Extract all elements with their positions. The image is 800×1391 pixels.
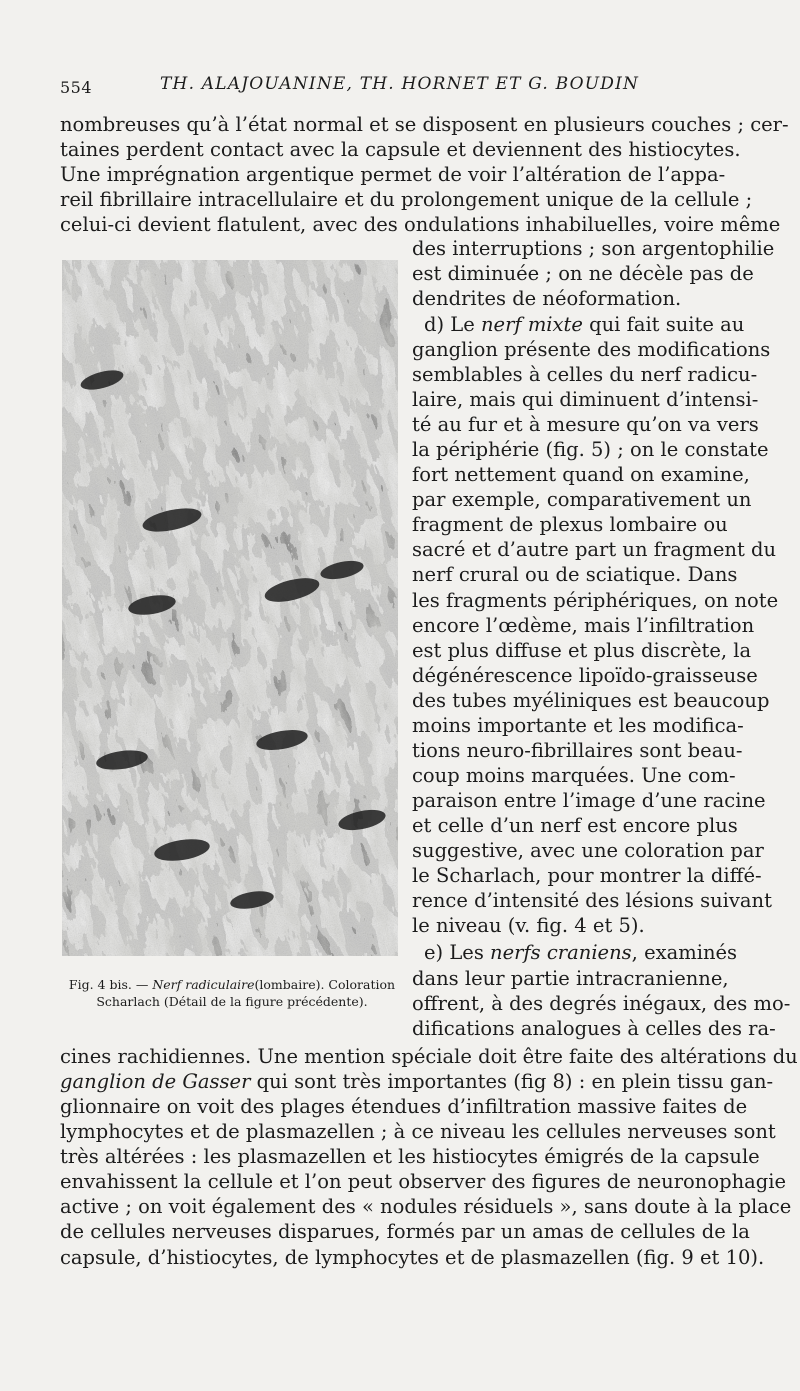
text-line: lymphocytes et de plasmazellen ; à ce niveau les cellules nerveuses sont <box>60 1120 776 1143</box>
text-line: de cellules nerveuses disparues, formés par un amas de cellules de la <box>60 1220 750 1243</box>
text-line: ganglion présente des modifications <box>412 338 771 361</box>
text-line: dégénérescence lipoïdo-graisseuse <box>412 664 758 687</box>
section-d-prefix: d) Le <box>424 313 481 336</box>
section-d-rest: qui fait suite au <box>582 313 745 336</box>
text-line: offrent, à des degrés inégaux, des mo- <box>412 992 791 1015</box>
micrograph-figure <box>62 260 398 956</box>
caption-line-2: Scharlach (Détail de la figure précédente). <box>96 994 368 1009</box>
text-line: cines rachidiennes. Une mention spéciale doit être faite des altérations du <box>60 1045 798 1068</box>
page-number: 554 <box>60 78 93 97</box>
text-line: envahissent la cellule et l’on peut observer des figures de neuronophagie <box>60 1170 787 1193</box>
caption-label: Fig. 4 bis. — <box>68 977 149 992</box>
running-title: TH. ALAJOUANINE, TH. HORNET ET G. BOUDIN <box>160 74 640 94</box>
text-line: encore l’œdème, mais l’infiltration <box>412 614 755 637</box>
section-d-heading <box>424 312 744 337</box>
text-line: capsule, d’histiocytes, de lymphocytes et de plasmazellen (fig. 9 et 10). <box>60 1246 765 1269</box>
text-line: reil fibrillaire intracellulaire et du prolongement unique de la cellule ; <box>60 188 753 211</box>
text-line: tions neuro-fibrillaires sont beau- <box>412 739 743 762</box>
text-line: moins importante et les modifica- <box>412 714 744 737</box>
text-line: fort nettement quand on examine, <box>412 463 750 486</box>
text-fragment: qui sont très importantes (fig 8) : en plein tissu gan- <box>250 1070 774 1093</box>
text-line: laire, mais qui diminuent d’intensi- <box>412 388 759 411</box>
text-line: le Scharlach, pour montrer la diffé- <box>412 864 762 887</box>
text-line: difications analogues à celles des ra- <box>412 1017 776 1040</box>
text-line: té au fur et à mesure qu’on va vers <box>412 413 759 436</box>
section-e-prefix: e) Les <box>424 941 491 964</box>
text-line: paraison entre l’image d’une racine <box>412 789 766 812</box>
text-line: glionnaire on voit des plages étendues d’infiltration massive faites de <box>60 1095 748 1118</box>
text-line: taines perdent contact avec la capsule et deviennent des histiocytes. <box>60 138 741 161</box>
section-d-term: nerf mixte <box>480 313 583 336</box>
caption-rest: (lombaire). Coloration <box>254 977 396 992</box>
text-line: est plus diffuse et plus discrète, la <box>412 639 752 662</box>
caption-term: Nerf radiculaire <box>152 977 255 992</box>
text-line: nerf crural ou de sciatique. Dans <box>412 563 738 586</box>
figure-caption <box>62 976 402 1010</box>
text-line: rence d’intensité des lésions suivant <box>412 889 772 912</box>
text-line: le niveau (v. fig. 4 et 5). <box>412 914 645 937</box>
ganglion-term: ganglion de Gasser <box>60 1070 251 1093</box>
caption-line-1 <box>69 977 395 992</box>
section-e-heading <box>424 940 737 965</box>
text-line: sacré et d’autre part un fragment du <box>412 538 777 561</box>
text-line: dendrites de néoformation. <box>412 287 682 310</box>
text-line: dans leur partie intracranienne, <box>412 967 729 990</box>
text-line: des interruptions ; son argentophilie <box>412 237 775 260</box>
section-e-rest: , examinés <box>631 941 738 964</box>
text-line: des tubes myéliniques est beaucoup <box>412 689 770 712</box>
text-line: les fragments périphériques, on note <box>412 589 779 612</box>
text-line: la périphérie (fig. 5) ; on le constate <box>412 438 769 461</box>
text-line: semblables à celles du nerf radicu- <box>412 363 758 386</box>
text-line: fragment de plexus lombaire ou <box>412 513 728 536</box>
text-line: très altérées : les plasmazellen et les histiocytes émigrés de la capsule <box>60 1145 760 1168</box>
text-line: et celle d’un nerf est encore plus <box>412 814 738 837</box>
text-line: active ; on voit également des « nodules résiduels », sans doute à la place <box>60 1195 792 1218</box>
text-line: celui-ci devient flatulent, avec des ondulations inhabiluelles, voire même <box>60 213 781 236</box>
text-line: Une imprégnation argentique permet de voir l’altération de l’appa- <box>60 163 726 186</box>
micrograph-image <box>62 260 398 956</box>
text-line: nombreuses qu’à l’état normal et se disposent en plusieurs couches ; cer- <box>60 113 789 136</box>
text-line: par exemple, comparativement un <box>412 488 752 511</box>
text-line <box>60 1069 773 1094</box>
text-line: est diminuée ; on ne décèle pas de <box>412 262 754 285</box>
text-line: suggestive, avec une coloration par <box>412 839 764 862</box>
section-e-term: nerfs craniens <box>490 941 632 964</box>
text-line: coup moins marquées. Une com- <box>412 764 736 787</box>
